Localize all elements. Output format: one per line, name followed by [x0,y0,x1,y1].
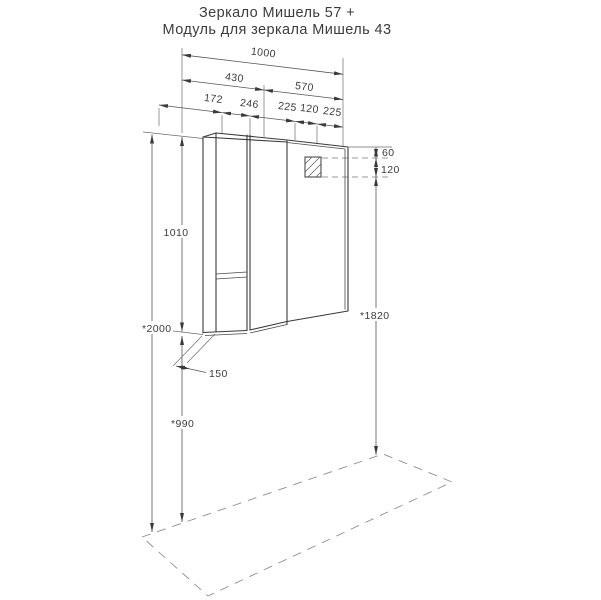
dim-segment-4: 120 [299,101,320,117]
dim-cabinet-height: 1010 [163,227,189,239]
cabinet-module [203,133,287,336]
dim-light-height: 120 [381,164,400,176]
dim-segment-1: 172 [203,91,224,107]
width-dimension-lines [159,55,343,127]
light-fixture [305,157,321,177]
dim-total-width: 1000 [250,45,277,61]
extension-lines [143,45,395,335]
title-line-2: Модуль для зеркала Мишель 43 [162,22,392,38]
dim-mirror-width: 570 [294,79,315,95]
dim-depth: 150 [209,368,228,380]
depth-dimension [173,334,215,373]
dim-segment-5: 225 [322,104,343,120]
dim-module-bottom: *990 [171,418,195,430]
title-line-1: Зеркало Мишель 57 + [199,5,355,21]
dimension-labels [142,46,400,430]
label-masks [140,225,393,429]
dim-light-top-offset: 60 [382,147,395,159]
dim-mount-light-bottom: *1820 [360,310,390,322]
floor-outline [142,454,452,596]
dim-module-width: 430 [224,70,245,86]
drawing-title [163,5,392,38]
dim-segment-3: 225 [277,99,298,115]
dim-mount-top: *2000 [142,323,172,335]
dim-segment-2: 246 [239,96,260,112]
